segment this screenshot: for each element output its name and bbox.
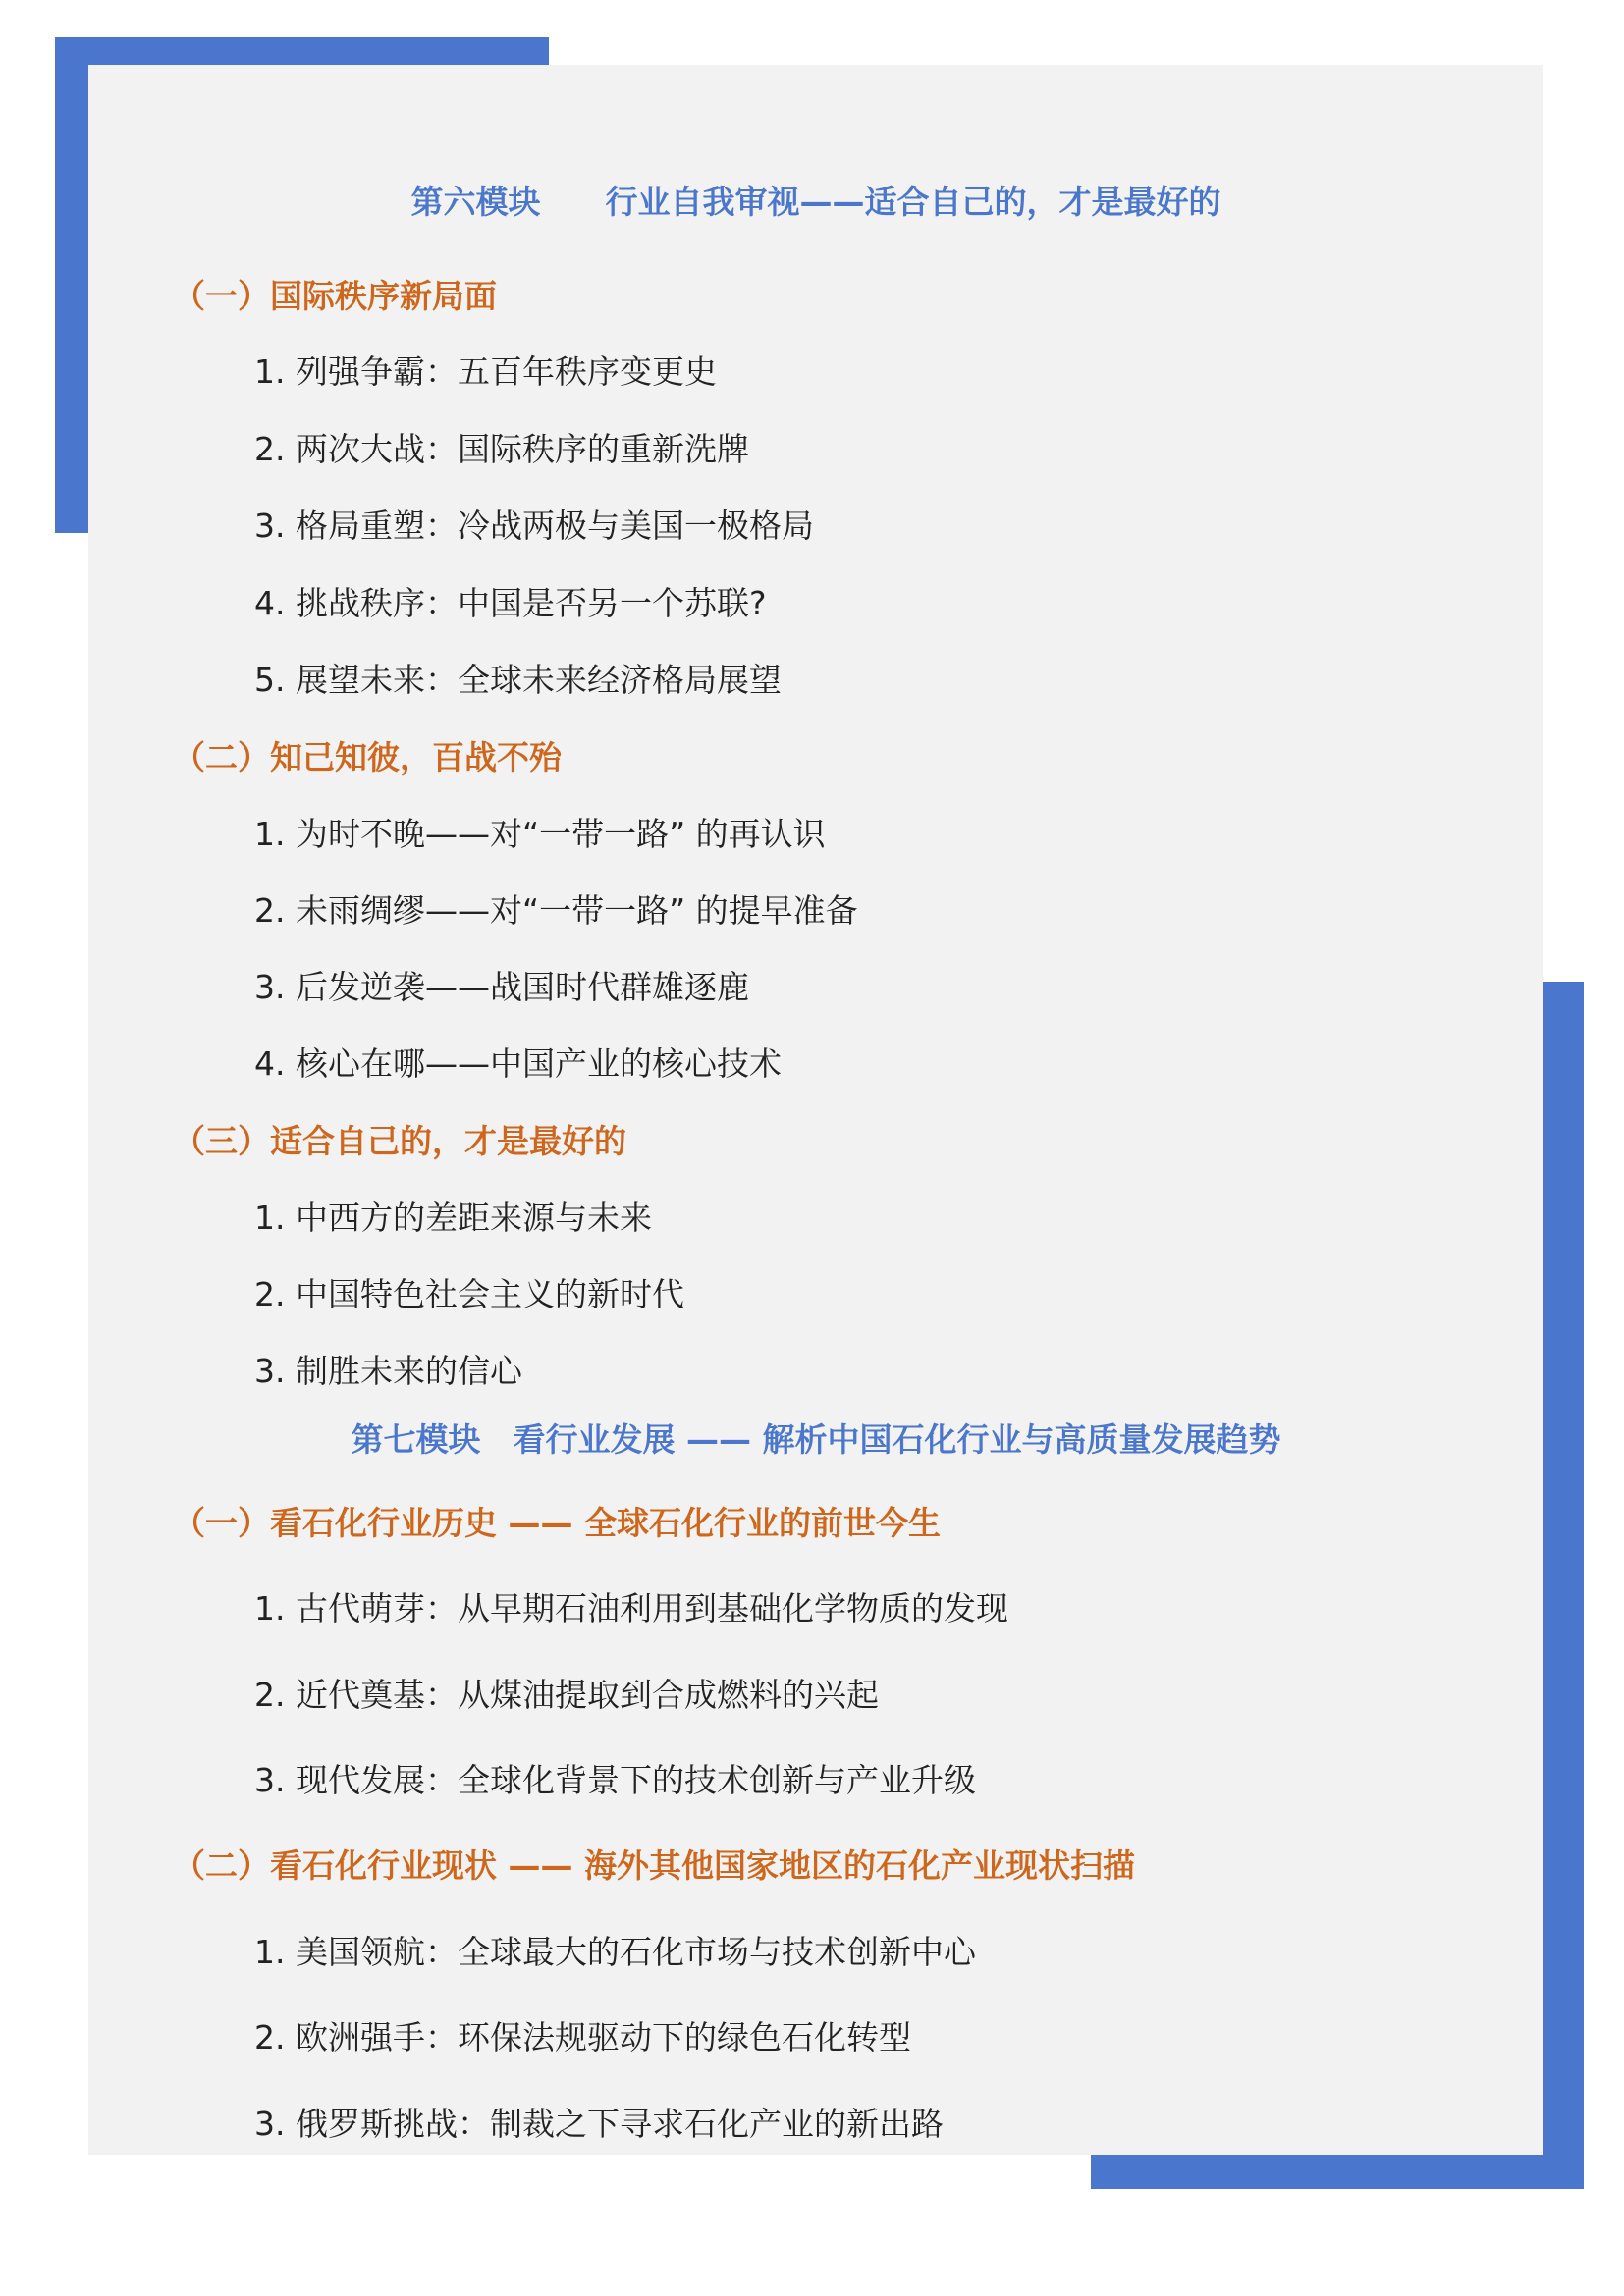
list-item: 1. 列强争霸：五百年秩序变更史 (254, 352, 717, 391)
module-title: 第六模块 行业自我审视——适合自己的，才是最好的 (410, 183, 1221, 221)
page-card (88, 65, 1543, 2155)
list-item: 1. 为时不晚——对“一带一路” 的再认识 (254, 815, 826, 853)
section-heading: （二）看石化行业现状 —— 海外其他国家地区的石化产业现状扫描 (173, 1846, 1135, 1885)
list-item: 5. 展望未来：全球未来经济格局展望 (254, 661, 782, 699)
list-item: 2. 近代奠基：从煤油提取到合成燃料的兴起 (254, 1676, 879, 1714)
list-item: 2. 欧洲强手：环保法规驱动下的绿色石化转型 (254, 2018, 911, 2056)
module-title: 第七模块 看行业发展 —— 解析中国石化行业与高质量发展趋势 (351, 1420, 1281, 1459)
section-heading: （一）国际秩序新局面 (173, 277, 497, 315)
list-item: 2. 未雨绸缪——对“一带一路” 的提早准备 (254, 891, 858, 930)
list-item: 1. 中西方的差距来源与未来 (254, 1199, 652, 1237)
section-heading: （一）看石化行业历史 —— 全球石化行业的前世今生 (173, 1504, 941, 1542)
section-heading: （三）适合自己的，才是最好的 (173, 1122, 626, 1160)
list-item: 2. 中国特色社会主义的新时代 (254, 1275, 684, 1313)
list-item: 1. 古代萌芽：从早期石油利用到基础化学物质的发现 (254, 1589, 1008, 1628)
list-item: 4. 挑战秩序：中国是否另一个苏联? (254, 584, 767, 622)
list-item: 3. 现代发展：全球化背景下的技术创新与产业升级 (254, 1761, 976, 1799)
list-item: 3. 俄罗斯挑战：制裁之下寻求石化产业的新出路 (254, 2105, 944, 2143)
section-heading: （二）知己知彼，百战不殆 (173, 738, 562, 776)
list-item: 3. 后发逆袭——战国时代群雄逐鹿 (254, 968, 749, 1006)
list-item: 1. 美国领航：全球最大的石化市场与技术创新中心 (254, 1933, 976, 1971)
list-item: 2. 两次大战：国际秩序的重新洗牌 (254, 430, 749, 468)
list-item: 3. 制胜未来的信心 (254, 1352, 522, 1390)
list-item: 3. 格局重塑：冷战两极与美国一极格局 (254, 507, 814, 545)
list-item: 4. 核心在哪——中国产业的核心技术 (254, 1044, 782, 1083)
